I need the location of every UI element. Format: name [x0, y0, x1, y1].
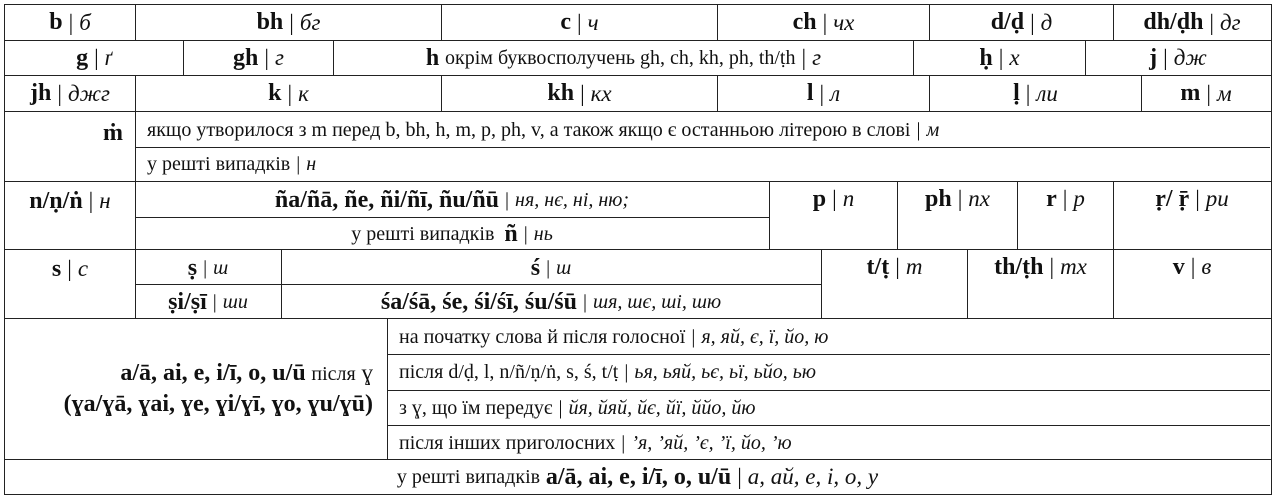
cell-vowels: a/ā, ai, e, i/ī, o, u/ū після ɣ (ɣa/ɣā, ɣai, ɣe, ɣi/ɣī, ɣo, ɣu/ɣū) — [63, 360, 373, 417]
cell-m-dot: ṁ — [103, 120, 123, 146]
vowel-rule-3: з ɣ, що їм передує | йя, йяй, йє, йї, ййо, йю — [399, 397, 756, 419]
vowel-rule-1: на початку слова й після голосної | я, яй, є, ї, йо, ю — [399, 326, 829, 348]
s-acute-bottom: śa/śā, śe, śi/śī, śu/śū | шя, шє, ші, шю — [380, 289, 722, 315]
cell-g: g | ґ — [76, 44, 112, 71]
vowel-rule-2: після d/ḍ, l, n/ñ/ṇ/ṅ, s, ś, t/ṭ | ья, ьяй, ьє, ьї, ьйо, ью — [399, 361, 816, 383]
cell-ph: ph | пх — [897, 182, 1017, 249]
cell-p: p | п — [769, 182, 897, 249]
cell-r-dot: ṛ/ ṝ | ри — [1113, 182, 1270, 249]
cell-h-dot: ḥ | х — [913, 41, 1085, 75]
cell-k: k | к — [135, 76, 441, 111]
cell-l: l | л — [717, 76, 929, 111]
table-row — [4, 111, 1272, 181]
table-row — [4, 4, 1272, 40]
s-acute-top: ś | ш — [530, 255, 572, 281]
cell-c: c | ч — [441, 5, 717, 40]
cell-m: m | м — [1141, 76, 1270, 111]
vowel-rule-4: після інших приголосних | ’я, ’яй, ’є, ’ї, йо, ’ю — [399, 432, 792, 454]
cell-kh: kh | кх — [441, 76, 717, 111]
table-row — [4, 459, 1272, 495]
cell-d: d/ḍ | д — [929, 5, 1113, 40]
cell-th: th/ṭh | тх — [967, 250, 1113, 318]
cell-h: h окрім буквосполучень gh, ch, kh, ph, th/ṭh | г — [333, 41, 913, 75]
cell-r: r | р — [1017, 182, 1113, 249]
table-row — [4, 181, 1272, 249]
cell-j: j | дж — [1085, 41, 1270, 75]
cell-s: s | с — [51, 256, 89, 282]
cell-bh: bh | бг — [135, 5, 441, 40]
s-dot-bottom: ṣi/ṣī | ши — [168, 289, 248, 315]
n-tilde-rule-2: у решті випадків ñ | нь — [351, 220, 553, 247]
cell-t: t/ṭ | т — [821, 250, 967, 318]
cell-v: v | в — [1113, 250, 1270, 318]
cell-b: b | б — [49, 9, 91, 35]
cell-n: n/ṇ/ṅ | н — [29, 188, 111, 214]
cell-ch: ch | чх — [717, 5, 929, 40]
table-row — [4, 40, 1272, 75]
cell-jh: jh | джг — [30, 80, 110, 106]
cell-dh: dh/ḍh | дг — [1113, 5, 1270, 40]
m-dot-rule-2: у решті випадків | н — [147, 153, 317, 175]
cell-gh: gh | г — [183, 41, 333, 75]
cell-vowels-other: у решті випадків a/ā, ai, e, i/ī, o, u/ū | а, ай, е, і, о, у — [396, 463, 879, 490]
cell-l-dot: ḷ | ли — [929, 76, 1141, 111]
table-row — [4, 318, 1272, 459]
table-row — [4, 75, 1272, 111]
m-dot-rule-1: якщо утворилося з m перед b, bh, h, m, p, ph, v, а також якщо є останньою літерою в слові | м — [147, 119, 940, 141]
n-tilde-rule-1: ña/ñā, ñe, ñi/ñī, ñu/ñū | ня, нє, ні, ню; — [274, 187, 630, 213]
s-dot-top: ṣ | ш — [187, 255, 229, 281]
table-row — [4, 249, 1272, 318]
